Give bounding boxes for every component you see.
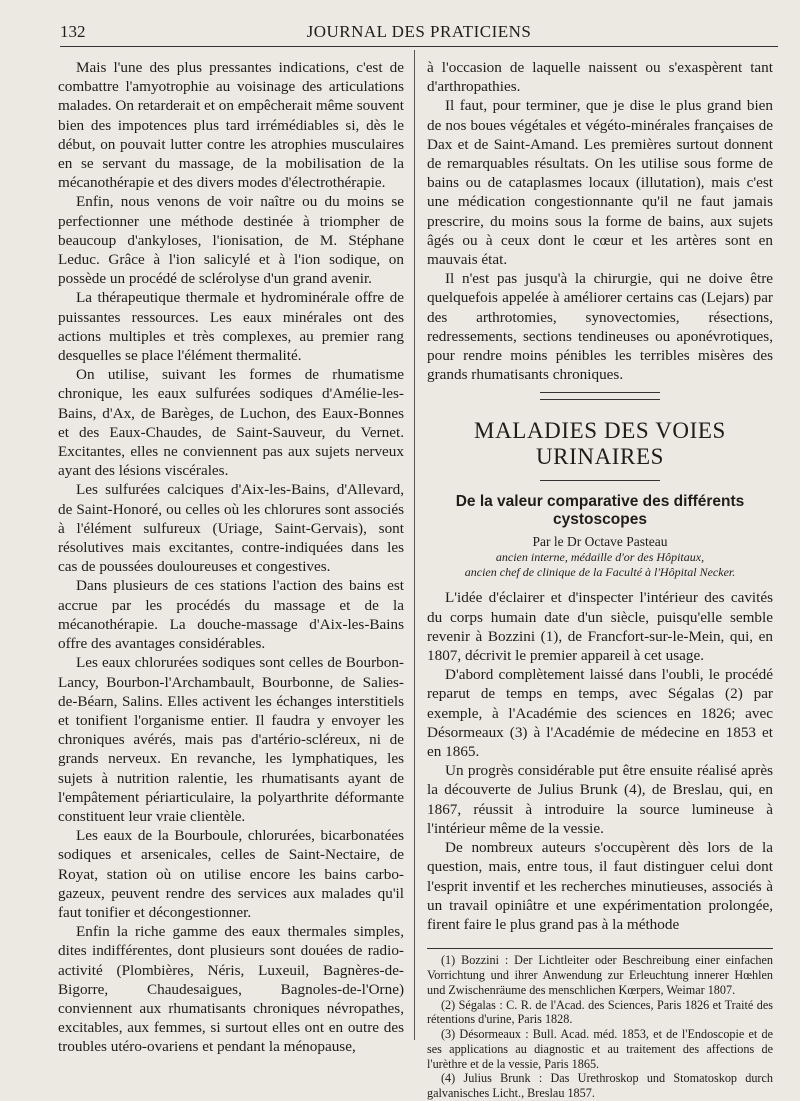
paragraph: Il faut, pour terminer, que je dise le plus grand bien de nos boues végétales et végéto-minérales françaises de Dax et de Saint-Amand. Les premières surtout donnent de remarquables résultats. On les utilise sous forme de bains ou de cataplasmes locaux (illutation), mais c'est une médication congestionnante qu'il ne faut jamais prescrire, du moins sous la forme de bains, aux sujets âgés ou à ceux dont le cœur et les artères sont en mauvais état. [427, 97, 773, 269]
section-title: MALADIES DES VOIES URINAIRES [474, 418, 726, 470]
paragraph: D'abord complètement laissé dans l'oubli, le procédé reparut de temps en temps, avec Ségalas (2) par exemple, à l'Académie des sciences en 1826; avec Désormeaux (3) à l'Académie de médecine en 1853 et en 1865. [427, 666, 773, 761]
paragraph: Les eaux chlorurées sodiques sont celles de Bourbon-Lancy, Bourbon-l'Archambault, Bourbonne, de Salies-de-Béarn, Salins. Elles activent les échanges interstitiels et tonifient l'organisme entier. Il faudra y envoyer les chroniques avérés, mais pas d'artério-scléreux, ni de grands nerveux. En revanche, les lymphatiques, les sujets à nutrition ralentie, les rhumatisants ayant de l'empâtement périarticulaire, la polyarthrite déformante constituent leur vraie clientèle. [58, 654, 404, 825]
affiliation-line: ancien chef de clinique de la Faculté à l'Hôpital Necker. [464, 565, 736, 580]
affiliation-line: ancien interne, médaille d'or des Hôpitaux, [495, 550, 705, 565]
paragraph: Mais l'une des plus pressantes indications, c'est de combattre l'amyotrophie au voisinage des articulations malades. On retarderait et on empêcherait même souvent bien des impotences plus tard irrémédiables si, dès le début, on pouvait lutter contre les atrophies musculaires en se servant du massage, de la mobilisation de la mécanothérapie et des divers modes d'électrothérapie. [58, 59, 404, 192]
left-column [58, 58, 404, 1057]
journal-title: JOURNAL DES PRATICIENS [306, 22, 532, 41]
footnote: (4) Julius Brunk : Das Urethroskop und Stomatoskop durch galvanisches Licht., Breslau 1857. [427, 1071, 773, 1101]
paragraph: L'idée d'éclairer et d'inspecter l'intérieur des cavités du corps humain date d'un siècle, puisqu'elle semble revenir à Bozzini (1), de Francfort-sur-le-Mein, qui, en 1807, décrivit le premier appareil à cet usage. [427, 589, 773, 665]
paragraph: Les sulfurées calciques d'Aix-les-Bains, d'Allevard, de Saint-Honoré, ou celles où les chlorures sont associés à l'élément sulfureux (Uriage, Saint-Gervais), sont résolutives mais excitantes, contre-indiquées dans les cas de poussées douloureuses et congestives. [58, 481, 404, 576]
paragraph: à l'occasion de laquelle naissent ou s'exaspèrent tant d'arthropathies. [427, 59, 773, 96]
article-title: De la valeur comparative des différents cystoscopes [455, 493, 745, 529]
paragraph: La thérapeutique thermale et hydrominérale offre de puissantes ressources. Les eaux minérales ont des actions multiples et très complexes, au premier rang desquelles se place l'élément thermalité. [58, 289, 404, 365]
spacer [427, 580, 773, 588]
paragraph: De nombreux auteurs s'occupèrent dès lors de la question, mais, entre tous, il faut distinguer celui dont l'esprit inventif et les recherches minutieuses, associés à un travail opiniâtre et une expérimentation prolongée, firent faire le plus grand pas à la méthode [427, 839, 773, 933]
header-rule [60, 46, 778, 47]
footnotes [427, 948, 773, 1101]
spacer [427, 384, 773, 392]
paragraph: Enfin la riche gamme des eaux thermales simples, dites indifférentes, dont plusieurs sont douées de radio-activité (Plombières, Néris, Luxeuil, Bagnères-de-Bigorre, Chaudesaigues, Bagnoles-de-l'Orne) conviennent aux rhumatisants chroniques névropathes, excitables, aux femmes, si surtout elles ont en outre des troubles utéro-ovariens et pendant la ménopause, [58, 923, 404, 1056]
footnote: (1) Bozzini : Der Lichtleiter oder Beschreibung einer einfachen Vorrichtung und ihrer Anwendung zur Erleuchtung innerer Hœhlen und Zwischenräume des menschlichen Kœrpers, Weimar 1807. [427, 953, 773, 997]
paragraph: On utilise, suivant les formes de rhumatisme chronique, les eaux sulfurées sodiques d'Amélie-les-Bains, d'Ax, de Barèges, de Luchon, des Eaux-Bonnes et des Eaux-Chaudes, de Saint-Sauveur, du Vernet. Excitantes, elles ne conviennent pas aux sujets nerveux ayant des lésions viscérales. [58, 366, 404, 480]
title-rule [540, 480, 660, 481]
paragraph: Il n'est pas jusqu'à la chirurgie, qui ne doive être quelquefois appelée à améliorer certains cas (Lejars) par des arthrotomies, synovectomies, résections, redressements, sections tendineuses ou aponévrotiques, pour rendre moins pénibles les terribles misères des grands rhumatisants chroniques. [427, 270, 773, 384]
page-number: 132 [60, 22, 86, 41]
footnote: (3) Désormeaux : Bull. Acad. méd. 1853, et de l'Endoscopie et de ses applications au diagnostic et au traitement des affections de l'urèthre et de la vessie, Paris 1865. [427, 1027, 773, 1071]
right-column [427, 58, 773, 1101]
paragraph: Enfin, nous venons de voir naître ou du moins se perfectionner une méthode destinée à triompher de beaucoup d'ankyloses, l'ionisation, de M. Stéphane Leduc. Grâce à l'ion salicylé et à l'ion sodique, on possède un procédé de sclérolyse d'un grand avenir. [58, 193, 404, 288]
page-header [60, 20, 778, 46]
column-divider [414, 50, 415, 1040]
paragraph: Les eaux de la Bourboule, chlorurées, bicarbonatées sodiques et arsenicales, celles de Saint-Nectaire, de Royat, station où on utilise encore les bains carbo-gazeux, peuvent rendre des services aux malades qu'il faut tonifier et décongestionner. [58, 827, 404, 921]
byline: Par le Dr Octave Pasteau [532, 534, 668, 550]
footnote: (2) Ségalas : C. R. de l'Acad. des Sciences, Paris 1826 et Traité des rétentions d'urine, Paris 1828. [427, 997, 773, 1027]
paragraph: Dans plusieurs de ces stations l'action des bains est accrue par les procédés du massage et de la mécanothérapie. La douche-massage d'Aix-les-Bains offre des avantages considérables. [58, 577, 404, 653]
paragraph: Un progrès considérable put être ensuite réalisé après la découverte de Julius Brunk (4), de Breslau, qui, en 1867, réussit à introduire la source lumineuse à l'intérieur même de la vessie. [427, 762, 773, 837]
section-rule [540, 392, 660, 400]
